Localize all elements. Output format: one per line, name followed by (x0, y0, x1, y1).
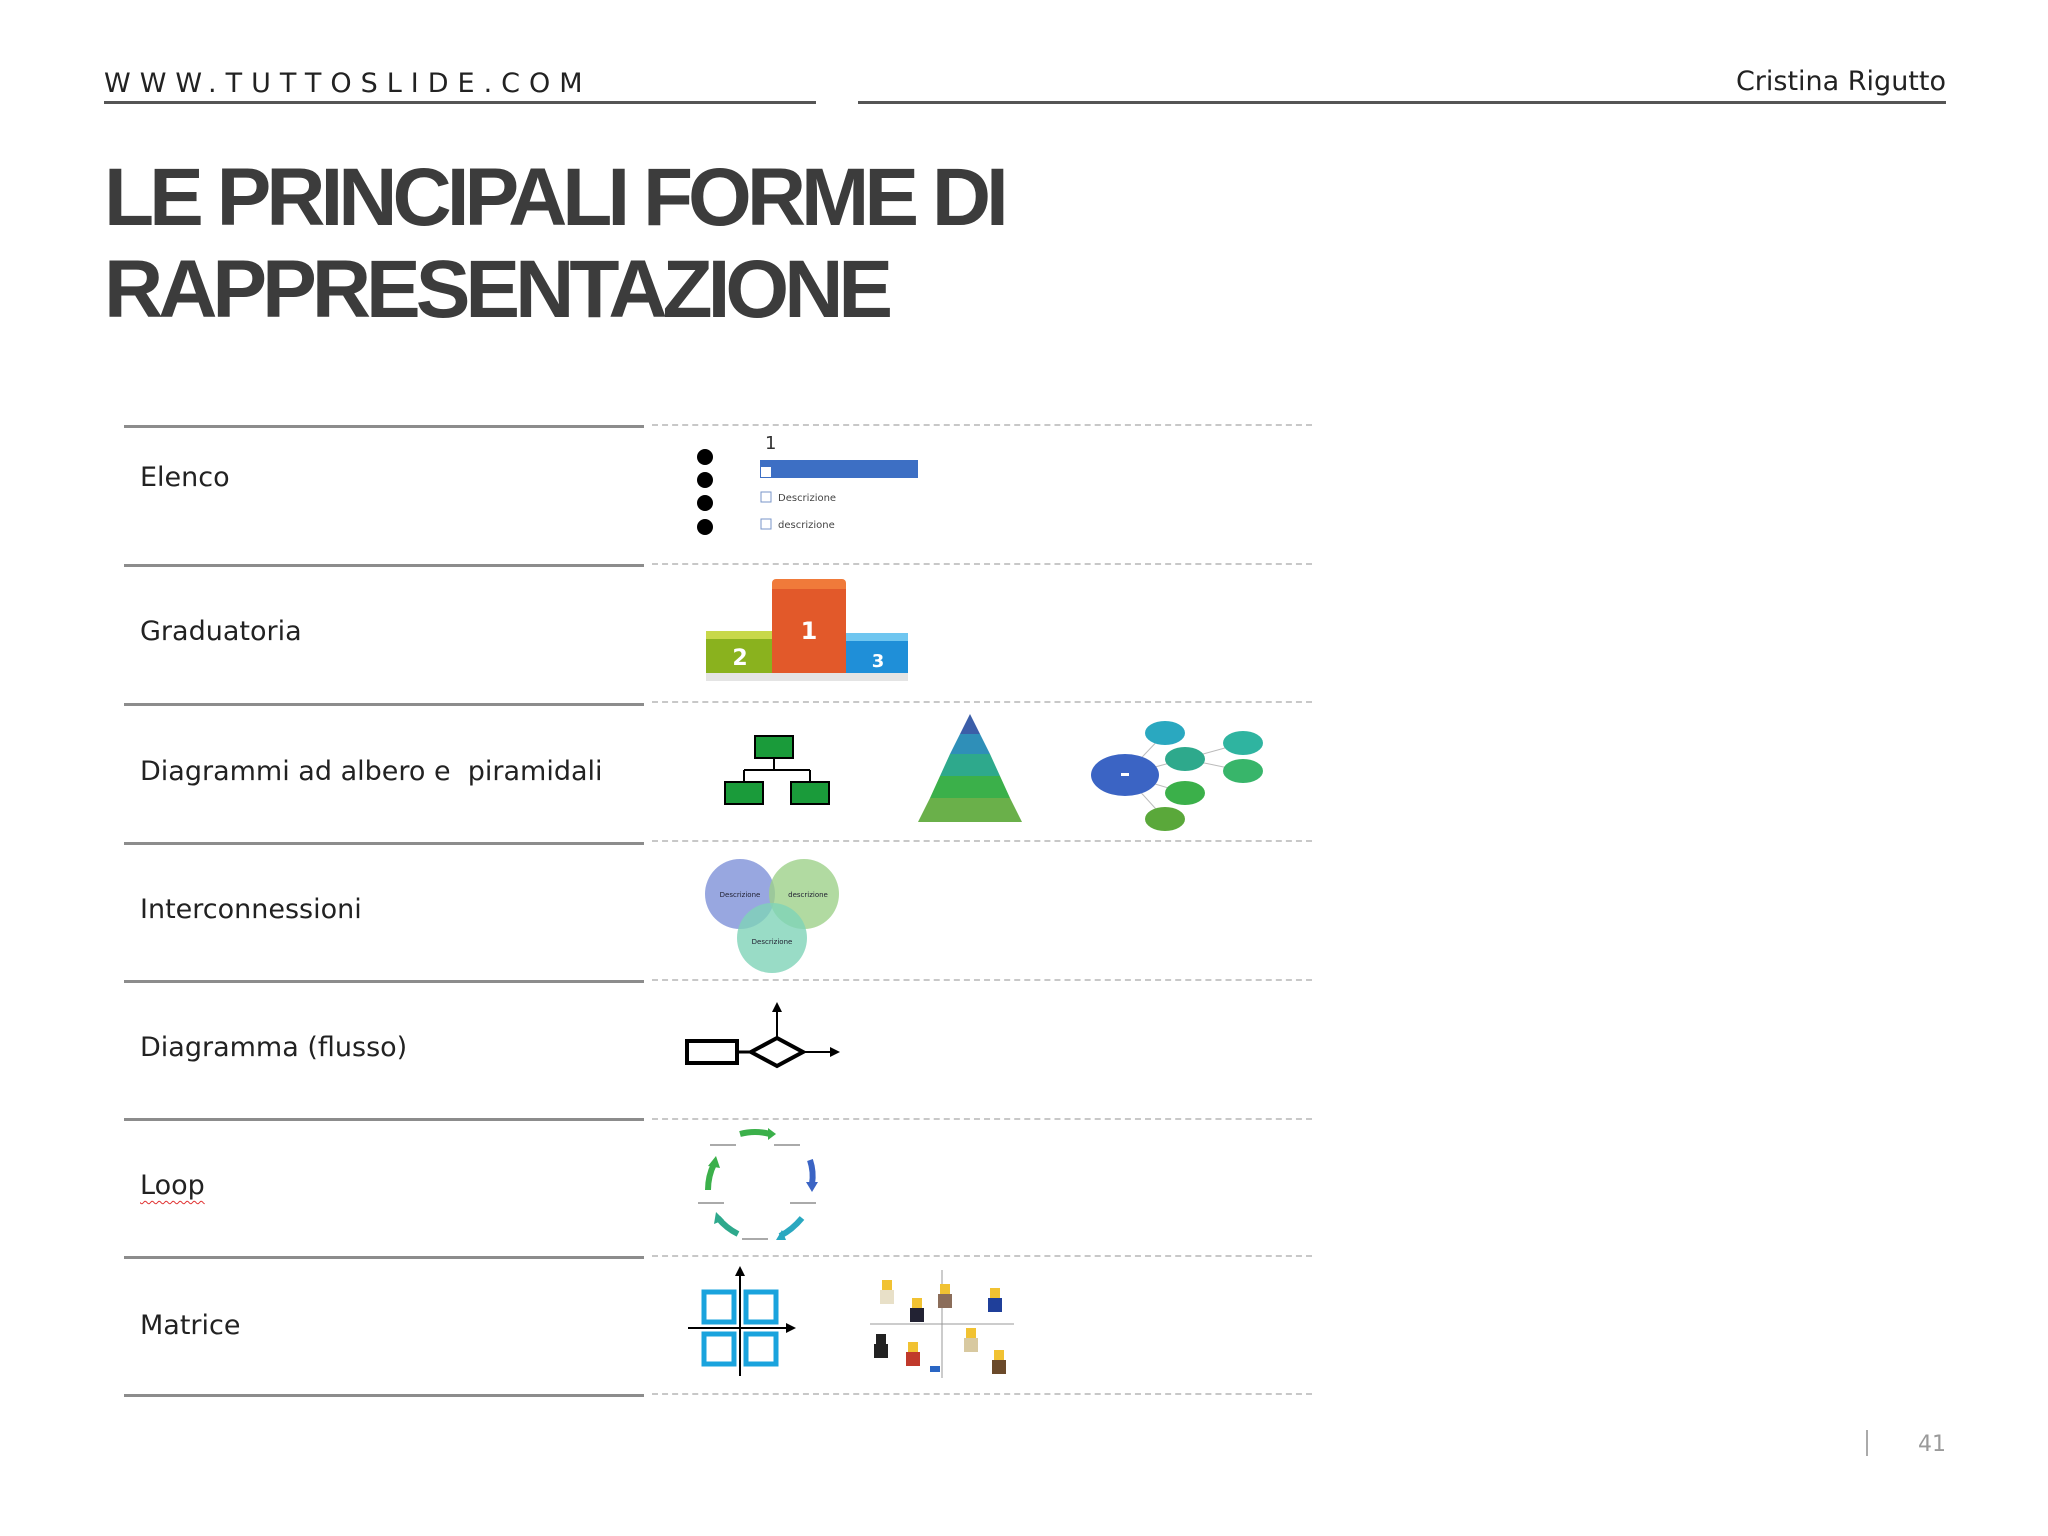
venn-label-c: Descrizione (751, 938, 793, 946)
podium-third: 3 (871, 651, 885, 672)
figure-1 (880, 1280, 894, 1304)
venn-label-a: Descrizione (719, 891, 761, 899)
row-divider (124, 1394, 644, 1397)
row-divider (124, 842, 644, 845)
title-line-1: LE PRINCIPALI FORME DI (104, 152, 1004, 243)
row-divider-dashed (652, 701, 1312, 703)
row-divider-dashed (652, 1255, 1312, 1257)
figure-8 (992, 1350, 1006, 1374)
row-divider-dashed (652, 1118, 1312, 1120)
podium-icon (700, 575, 920, 685)
row-label-diagrammi-albero: Diagrammi ad albero e piramidali (140, 756, 603, 787)
header-rule-right (858, 101, 1946, 104)
page-number: 41 (1918, 1432, 1946, 1457)
flowchart-icon (680, 1000, 850, 1080)
venn-diagram-icon (696, 854, 856, 984)
list-item-1: Descrizione (778, 493, 837, 504)
row-divider (124, 1256, 644, 1259)
row-label-interconnessioni: Interconnessioni (140, 894, 362, 925)
list-item-2: descrizione (778, 520, 835, 531)
row-label-loop: Loop (140, 1170, 205, 1201)
row-divider-dashed (652, 840, 1312, 842)
pyramid-icon (900, 710, 1040, 830)
site-url: WWW.TUTTOSLIDE.COM (104, 68, 592, 99)
row-label-matrice: Matrice (140, 1310, 241, 1341)
row-divider (124, 980, 644, 983)
loop-cycle-icon (680, 1122, 840, 1252)
venn-label-b: descrizione (788, 891, 828, 899)
title-line-2: RAPPRESENTAZIONE (104, 244, 889, 335)
row-divider-dashed (652, 563, 1312, 565)
row-divider (124, 564, 644, 567)
matrix-quadrant-icon (684, 1266, 802, 1380)
figures-matrix-image (862, 1262, 1022, 1386)
figure-5 (874, 1334, 888, 1358)
list-number: 1 (765, 433, 777, 454)
figure-4 (988, 1288, 1002, 1312)
author-name: Cristina Rigutto (1735, 66, 1946, 97)
row-label-diagramma-flusso: Diagramma (flusso) (140, 1032, 408, 1063)
figure-3 (938, 1284, 952, 1308)
row-label-elenco: Elenco (140, 462, 230, 493)
row-divider-dashed (652, 424, 1312, 426)
figure-2 (910, 1298, 924, 1322)
row-divider (124, 425, 644, 428)
row-divider (124, 703, 644, 706)
header-rule-left (104, 101, 816, 104)
figure-6 (906, 1342, 920, 1366)
tree-diagram-icon (720, 732, 840, 812)
figure-7 (964, 1328, 978, 1352)
row-divider-dashed (652, 1393, 1312, 1395)
mind-map-icon (1085, 715, 1275, 835)
page-number-separator (1866, 1430, 1868, 1456)
slide-title (104, 152, 1004, 336)
list-icon (690, 428, 930, 548)
row-label-graduatoria: Graduatoria (140, 616, 302, 647)
podium-second: 2 (732, 646, 748, 671)
row-divider (124, 1118, 644, 1121)
podium-first: 1 (800, 617, 818, 645)
